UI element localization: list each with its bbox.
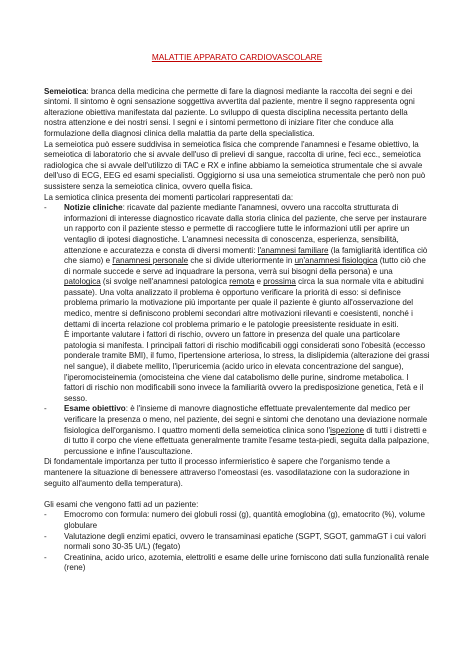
patologica-term: patologica <box>64 277 101 287</box>
subdivision-paragraph: La semeiotica può essere suddivisa in semeiotica fisica che comprende l'anamnesi e l'esame obiettivo, la semeiotica di laboratorio che si avvale dell'uso di prelievi di sangue, raccolta di urine, feci ecc., semeiotica radiologica che si avvale dell'utilizzo di TAC e RX e infine abbiamo la semeiotica strumentale che si avvale dell'uso di ECG, EEG ed esami specialisti. Oggigiorno si usa una semeiotica strumentale che però non può sussistere senza la semeiotica clinica, ovvero quella fisica. <box>44 139 426 191</box>
esame-paragraph <box>64 404 430 457</box>
list-item: - Valutazione degli enzimi epatici, ovvero le transaminasi epatiche (SGPT, SGOT, gammaGT i cui valori normali sono 30-35 U/L) (fegato) <box>44 532 430 553</box>
list-item-esame-obiettivo <box>44 404 430 457</box>
anamnesi-personale-term: l'anamnesi personale <box>112 256 189 266</box>
list-item: - Creatinina, acido urico, azotemia, elettroliti e esame delle urine forniscono dati sulla funzionalità renale (rene) <box>44 553 430 574</box>
exams-list <box>44 510 430 574</box>
list-item-notizie-cliniche <box>44 203 430 404</box>
notizie-text-5: (si svolge nell'anamnesi patologica <box>100 277 230 287</box>
notizie-text-1: : ricavate dal paziente mediante l'anamnesi, ovvero una raccolta strutturata di informazioni di interesse diagnostico ricavate dalla storia clinica del paziente, che serve per instaurare un rapporto con il paziente stesso e permette di raccogliere tutte le informazioni utili per aprire un ventaglio di ipotesi diagnostiche. L'anamnesi necessita di conoscenza, esperienza, sensibilità, attenzione e accuratezza e consta di diversi momenti: <box>64 203 427 255</box>
semeiotica-paragraph <box>44 87 430 140</box>
notizie-text-3: che si divide ulteriormente in <box>188 256 295 266</box>
list-item: - Emocromo con formula: numero dei globuli rossi (g), quantità emoglobina (g), ematocrito (%), volume globulare <box>44 510 430 531</box>
exams-intro: Gli esami che vengono fatti ad un paziente: <box>44 499 199 509</box>
risk-factors-paragraph: È importante valutare i fattori di rischio, ovvero un fattore in presenza del quale una particolare patologia si manifesta. I principali fattori di rischio modificabili oggi considerati sono l'obesità (eccesso ponderale tramite BMI), il fumo, l'ipertensione arteriosa, lo stress, la dislipidemia (alterazione dei grassi nel sangue), il diabete mellito, l'iperuricemia (acido urico in elevata concentrazione del sangue), l'iperomocisteinemia (omocisteina che viene dal catabolismo delle purine, sindrome metabolica. I fattori di rischio non modificabili sono invece la familiarità ovvero la predisposizione genetica, l'età e il sesso. <box>64 330 430 403</box>
notizie-text-4: (tutto ciò che di normale succede e serve ad inquadrare la persona, verrà sui bisogni della persona) e una <box>64 256 426 276</box>
anamnesi-fisiologica-term: un'anamnesi fisiologica <box>294 256 378 266</box>
ispezione-term: ispezione <box>330 425 365 435</box>
notizie-text-2: (la famigliarità identifica ciò che siamo) e <box>64 245 428 266</box>
esame-text-2: di tutti i distretti e di tutto il corpo che viene effettuata generalmente tramite l'esame testa-piedi, seguita dalla palpazione, percussione e infine l'auscultazione. <box>64 425 430 456</box>
moments-list <box>44 203 430 457</box>
document-title: MALATTIE APPARATO CARDIOVASCOLARE <box>151 52 323 62</box>
moments-intro: La semiotica clinica presenta dei momenti particolari rappresentati da: <box>44 192 294 202</box>
notizie-text-7: circa la sua normale vita e abitudini passate). Una volta analizzato il problema è opportuno verificare la priorità di esso: si definisce problema primario la motivazione più importante per quale il paziente è giunto all'osservazione del medico, mentre si definiscono problemi secondari altre motivazioni rilevanti e coesistenti, nonché i dettami di incerta relazione col problema primario e le patologie preesistente residuate in esiti. <box>64 277 424 329</box>
notizie-term: Notizie cliniche <box>64 203 123 213</box>
remota-term: remota <box>229 277 255 287</box>
anamnesi-familiare-term: l'anamnesi familiare <box>257 245 329 255</box>
paragraph-spacer <box>44 489 430 500</box>
esame-term: Esame obiettivo <box>64 404 126 414</box>
semeiotica-definition: : branca della medicina che permette di fare la diagnosi mediante la raccolta dei segni e dei sintomi. Il sintomo è ogni sensazione soggettiva avvertita dal paziente, mentre il segno rappresenta ogni alterazione obiettiva manifestata dal paziente. Lo sviluppo di questa disciplina necessita pertanto della nostra attenzione e dei nostri sensi. I segni e i sintomi permettono di iniziare l'iter che conduce alla formulazione della diagnosi clinica della malattia da parte della specialistica. <box>44 86 415 138</box>
notizie-paragraph <box>64 203 430 330</box>
homeostasis-paragraph: Di fondamentale importanza per tutto il processo infermieristico è sapere che l'organismo tende a mantenere la situazione di benessere attraverso l'omeostasi (es. vasodilatazione con la sudorazione in seguito all'aumento della temperatura). <box>44 457 410 488</box>
esame-text-1: : è l'insieme di manovre diagnostiche effettuate prevalentemente dal medico per verificare la presenza o meno, nel paziente, dei segni e sintomi che denotano una deviazione normale fisiologica dell'organismo. I quattro momenti della semeiotica clinica sono l' <box>64 404 428 435</box>
semeiotica-term: Semeiotica <box>44 86 87 96</box>
notizie-text-6: e <box>254 277 264 287</box>
prossima-term: prossima <box>263 277 296 287</box>
